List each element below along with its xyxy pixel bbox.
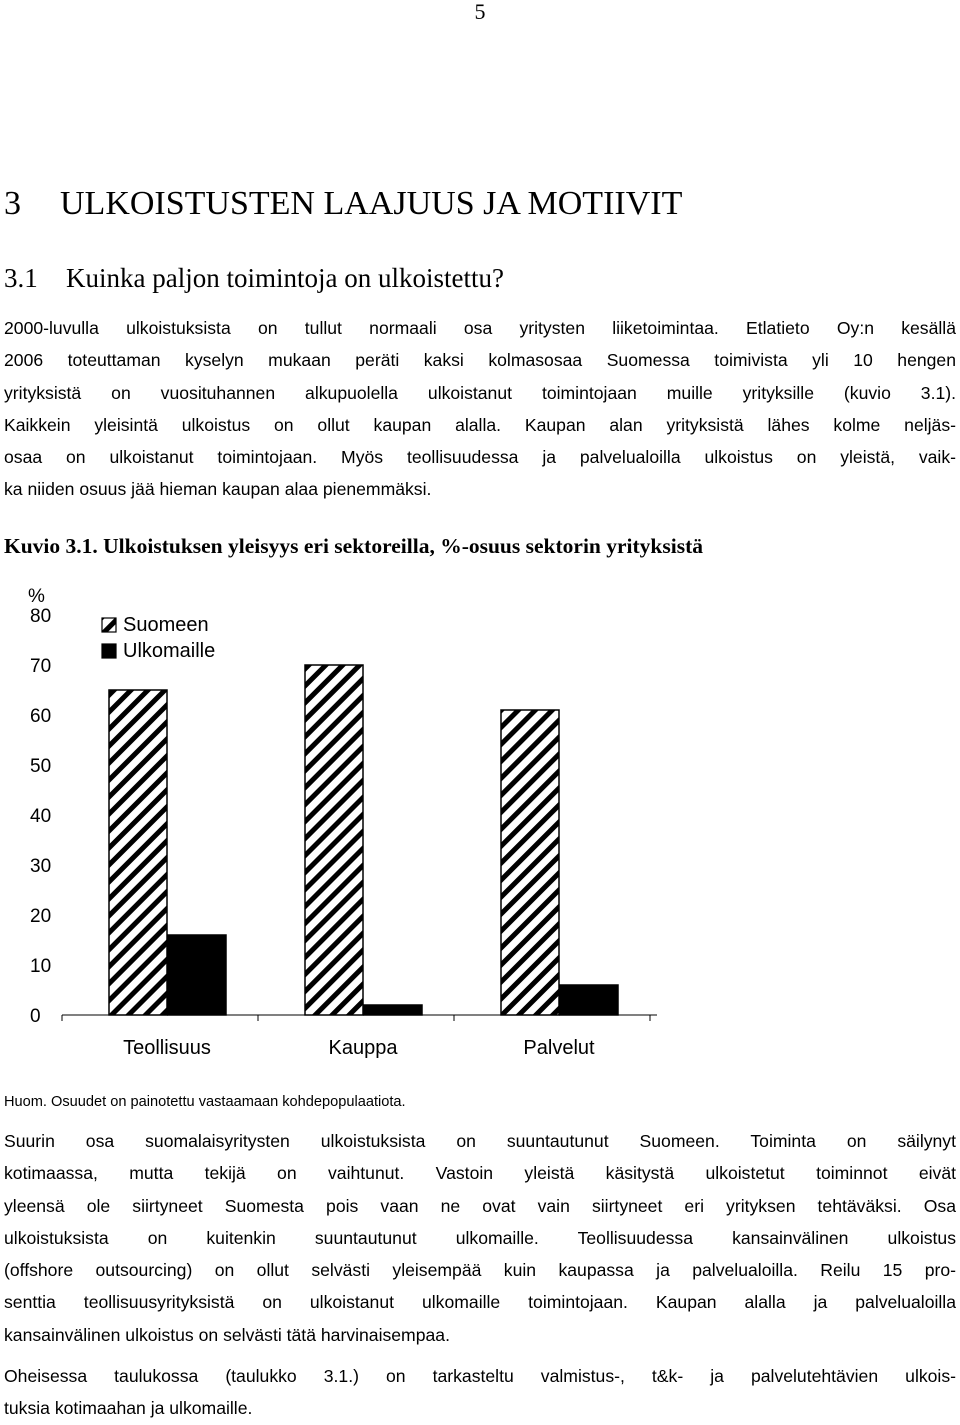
y-tick-label: 0 <box>30 1006 41 1027</box>
bar-suomeen-kauppa <box>305 665 363 1015</box>
y-tick-label: 20 <box>30 906 52 927</box>
legend-label: Suomeen <box>123 614 209 636</box>
x-tick-label: Kauppa <box>328 1037 398 1059</box>
y-tick-label: 60 <box>30 706 52 727</box>
text-line: (offshore outsourcing) on ollut selvästi yleisempää kuin kaupassa ja palvelualoilla. Reilu 15 pro- <box>4 1260 956 1281</box>
y-tick-label: 70 <box>30 656 52 677</box>
y-tick-label: 80 <box>30 606 52 627</box>
subsection-heading <box>4 262 504 294</box>
x-axis-tick-marks <box>62 1015 650 1021</box>
bar-ulkomaille-palvelut <box>560 985 618 1015</box>
y-axis-label: % <box>28 586 45 607</box>
legend-swatch <box>102 644 116 658</box>
text-line: yleensä ole siirtyneet Suomesta pois vaan ne ovat vain siirtyneet eri yrityksen tehtäväksi. Osa <box>4 1195 956 1216</box>
legend <box>102 614 215 662</box>
text-line: osaa on ulkoistanut toimintojaan. Myös teollisuudessa ja palvelualoilla ulkoistus on yleistä, vaik- <box>4 447 956 468</box>
text-line: yrityksistä on vuosituhannen alkupuolella ulkoistanut toimintojaan muille yrityksille (kuvio 3.1). <box>4 382 956 403</box>
bar-suomeen-palvelut <box>501 710 559 1015</box>
x-tick-label: Teollisuus <box>123 1037 211 1059</box>
bars <box>109 665 618 1015</box>
text-line: ka niiden osuus jää hieman kaupan alaa pienemmäksi. <box>4 479 432 500</box>
y-tick-label: 40 <box>30 806 52 827</box>
bar-suomeen-teollisuus <box>109 690 167 1015</box>
paragraph-closing <box>4 1360 956 1425</box>
bar-ulkomaille-teollisuus <box>168 935 226 1015</box>
section-heading <box>4 184 682 224</box>
y-tick-label: 10 <box>30 956 52 977</box>
text-line: Oheisessa taulukossa (taulukko 3.1.) on tarkasteltu valmistus-, t&k- ja palvelutehtävien ulkois- <box>4 1366 956 1386</box>
subsection-title: Kuinka paljon toimintoja on ulkoistettu? <box>66 263 504 293</box>
y-tick-label: 50 <box>30 756 52 777</box>
legend-label: Ulkomaille <box>123 640 216 662</box>
x-axis-labels <box>123 1037 595 1059</box>
text-line: tuksia kotimaahan ja ulkomaille. <box>4 1398 253 1419</box>
text-line: kotimaassa, mutta tekijä on vaihtunut. Vastoin yleistä käsitystä ulkoistetut toiminnot eivät <box>4 1163 956 1184</box>
section-title: ULKOISTUSTEN LAAJUUS JA MOTIIVIT <box>60 185 683 222</box>
page-number: 5 <box>474 0 486 24</box>
text-line: Suurin osa suomalaisyritysten ulkoistuksista on suuntautunut Suomeen. Toiminta on säilynyt <box>4 1131 956 1151</box>
text-line: 2000-luvulla ulkoistuksista on tullut normaali osa yritysten liiketoimintaa. Etlatieto Oy:n kesällä <box>4 318 956 338</box>
figure-note: Huom. Osuudet on painotettu vastaamaan kohdepopulaatiota. <box>4 1094 406 1110</box>
figure-caption: Kuvio 3.1. Ulkoistuksen yleisyys eri sektoreilla, %-osuus sektorin yrityksistä <box>4 534 704 558</box>
text-line: senttia teollisuusyrityksistä on ulkoistanut ulkomaille toimintojaan. Kaupan alalla ja palvelualoilla <box>4 1292 956 1313</box>
y-tick-label: 30 <box>30 856 52 877</box>
legend-swatch <box>102 618 116 632</box>
bar-ulkomaille-kauppa <box>364 1005 422 1015</box>
subsection-number: 3.1 <box>4 263 38 293</box>
text-line: kansainvälinen ulkoistus on selvästi tätä harvinaisempaa. <box>4 1324 450 1345</box>
bar-chart <box>0 580 700 1065</box>
text-line: ulkoistuksista on kuitenkin suuntautunut ulkomaille. Teollisuudessa kansainvälinen ulkoistus <box>4 1227 956 1248</box>
section-number: 3 <box>4 185 21 222</box>
y-axis-ticks <box>30 606 51 1027</box>
text-line: 2006 toteuttaman kyselyn mukaan peräti kaksi kolmasosaa Suomessa toimivista yli 10 hengen <box>4 350 956 371</box>
paragraph-body <box>4 1125 956 1351</box>
x-tick-label: Palvelut <box>523 1037 595 1059</box>
paragraph-intro <box>4 312 956 506</box>
text-line: Kaikkein yleisintä ulkoistus on ollut kaupan alalla. Kaupan alan yrityksistä lähes kolme neljäs- <box>4 414 956 435</box>
